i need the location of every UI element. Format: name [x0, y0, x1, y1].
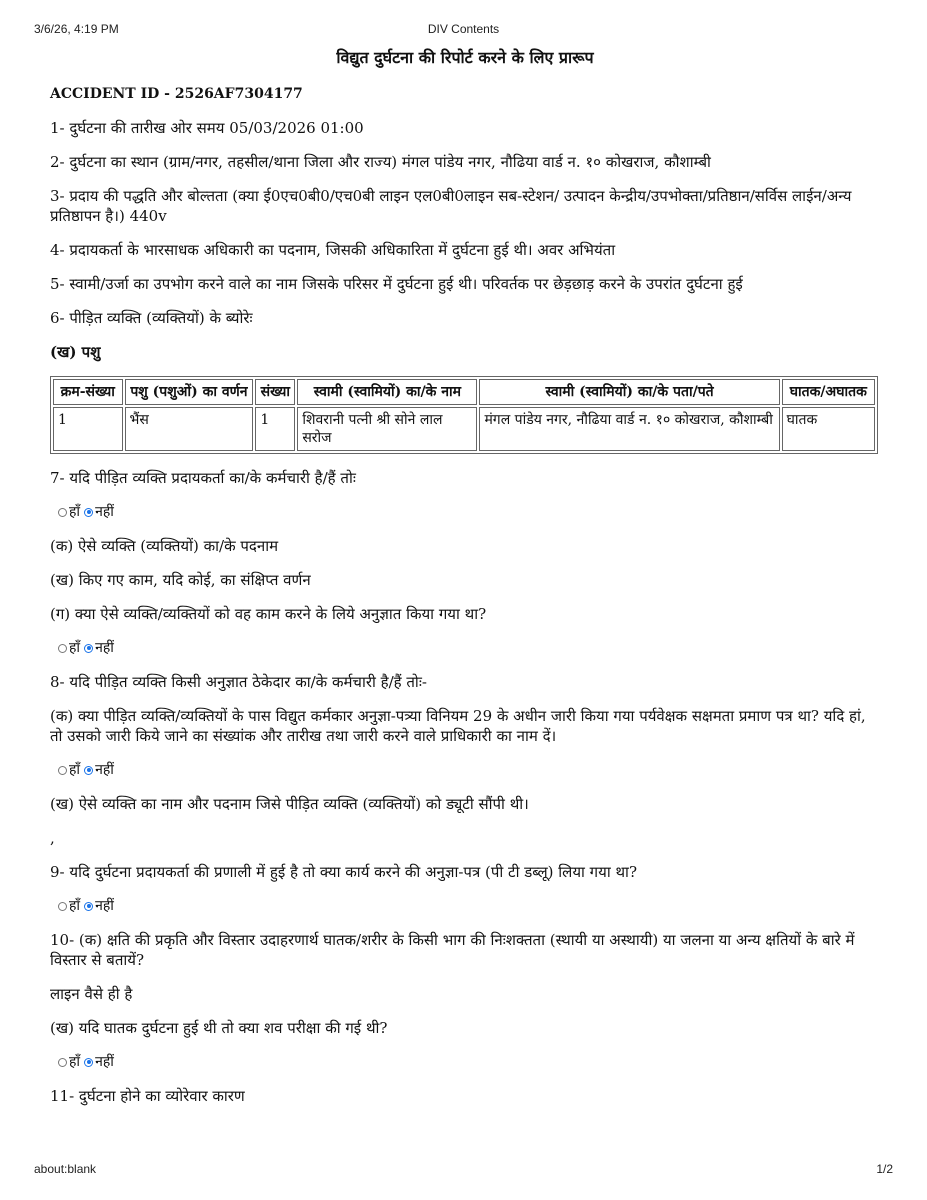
q11-detailed-cause: 11- दुर्घटना होने का व्योरेवार कारण	[50, 1087, 245, 1105]
col-owner-name: स्वामी (स्वामियों) का/के नाम	[297, 379, 477, 405]
q7a-designation: (क) ऐसे व्यक्ति (व्यक्तियों) का/के पदनाम	[50, 537, 279, 555]
q10b-postmortem: (ख) यदि घातक दुर्घटना हुई थी तो क्या शव परीक्षा की गई थी?	[50, 1019, 388, 1037]
q7-yes-label: हाँ	[69, 504, 81, 520]
col-fatal: घातक/अघातक	[782, 379, 875, 405]
q9-no-radio[interactable]	[84, 902, 93, 911]
q9-ptw-taken: 9- यदि दुर्घटना प्रदायकर्ता की प्रणाली में हुई है तो क्या कार्य करने की अनुज्ञा-पत्र (पी टी डब्लू) लिया गया था?	[50, 863, 637, 881]
page-title: विद्युत दुर्घटना की रिपोर्ट करने के लिए प्रारूप	[336, 48, 594, 67]
q7-no-radio[interactable]	[84, 508, 93, 517]
col-count: संख्या	[255, 379, 295, 405]
q1-date-time: 1- दुर्घटना की तारीख ओर समय 05/03/2026 01:00	[50, 119, 364, 137]
q7-yes-radio[interactable]	[58, 508, 67, 517]
q8a-yes-radio[interactable]	[58, 766, 67, 775]
cell-owner-name: शिवरानी पत्नी श्री सोने लाल सरोज	[297, 407, 477, 451]
q10b-no-label: नहीं	[95, 1054, 114, 1070]
q9-yes-radio[interactable]	[58, 902, 67, 911]
q8a-no-label: नहीं	[95, 762, 114, 778]
q3-supply-system: 3- प्रदाय की पद्धति और बोल्तता (क्या ई0एच0बी0/एच0बी लाइन एल0बी0लाइन सब-स्टेशन/ उत्पादन केन्द्रीय/उपभोक्ता/प्रतिष्ठान/सर्विस लाईन/अन्य प्रतिष्ठापन है।) 440v	[50, 187, 852, 225]
q7b-work-description: (ख) किए गए काम, यदि कोई, का संक्षिप्त वर्णन	[50, 571, 311, 589]
q7-radio-group	[58, 502, 880, 522]
cell-animal-desc: भैंस	[125, 407, 254, 451]
print-datetime: 3/6/26, 4:19 PM	[34, 22, 119, 36]
q7c-no-radio[interactable]	[84, 644, 93, 653]
col-owner-address: स्वामी (स्वामियों) का/के पता/पते	[479, 379, 779, 405]
report-form	[50, 48, 880, 1120]
q7c-yes-label: हाँ	[69, 640, 81, 656]
q7c-yes-radio[interactable]	[58, 644, 67, 653]
cell-fatal: घातक	[782, 407, 875, 451]
q9-radio-group	[58, 896, 880, 916]
q5-owner-name: 5- स्वामी/उर्जा का उपभोग करने वाले का नाम जिसके परिसर में दुर्घटना हुई थी। परिवर्तक पर छेड़छाड़ करने के उपरांत दुर्घटना हुई	[50, 275, 743, 293]
q10b-no-radio[interactable]	[84, 1058, 93, 1067]
col-serial: क्रम-संख्या	[53, 379, 123, 405]
q8a-permit-certificate: (क) क्या पीड़ित व्यक्ति/व्यक्तियों के पास विद्युत कर्मकार अनुज्ञा-पत्र्या विनियम 29 के अधीन जारी किया गया पर्यवेक्षक सक्षमता प्रमाण पत्र था? यदि हां, तो उसको जारी किये जाने का संख्यांक और तारीख तथा जारी करने वाले प्राधिकारी का नाम दें।	[50, 707, 866, 745]
q8b-duty-assigner: (ख) ऐसे व्यक्ति का नाम और पदनाम जिसे पीड़ित व्यक्ति (व्यक्तियों) को ड्यूटी सौंपी थी।	[50, 795, 529, 813]
q10a-injury-nature: 10- (क) क्षति की प्रकृति और विस्तार उदाहरणार्थ घातक/शरीर के किसी भाग की निःशक्तता (स्थायी या अस्थायी) या जलना या अन्य क्षतियों के बारे में विस्तार से बतायें?	[50, 931, 855, 969]
print-page-title: DIV Contents	[427, 22, 500, 36]
q2-location: 2- दुर्घटना का स्थान (ग्राम/नगर, तहसील/थाना जिला और राज्य) मंगल पांडेय नगर, नौढिया वार्ड न. १० कोखराज, कौशाम्बी	[50, 153, 711, 171]
q10a-answer: लाइन वैसे ही है	[50, 985, 133, 1003]
q6-animal-subhead: (ख) पशु	[50, 343, 101, 361]
q6-victim-details: 6- पीड़ित व्यक्ति (व्यक्तियों) के ब्योरेः	[50, 309, 253, 327]
cell-count: 1	[255, 407, 295, 451]
cell-serial: 1	[53, 407, 123, 451]
q8a-yes-label: हाँ	[69, 762, 81, 778]
q8a-no-radio[interactable]	[84, 766, 93, 775]
cell-owner-address: मंगल पांडेय नगर, नौढिया वार्ड न. १० कोखराज, कौशाम्बी	[479, 407, 779, 451]
q10b-yes-label: हाँ	[69, 1054, 81, 1070]
table-header-row	[53, 379, 875, 405]
q7c-work-permitted: (ग) क्या ऐसे व्यक्ति/व्यक्तियों को वह काम करने के लिये अनुज्ञात किया गया था?	[50, 605, 487, 623]
q8-contractor-employee: 8- यदि पीड़ित व्यक्ति किसी अनुज्ञात ठेकेदार का/के कर्मचारी है/हैं तोः-	[50, 673, 427, 691]
q9-yes-label: हाँ	[69, 898, 81, 914]
table-row	[53, 407, 875, 451]
q7c-radio-group	[58, 638, 880, 658]
print-page-number: 1/2	[876, 1162, 893, 1176]
print-url: about:blank	[34, 1162, 97, 1176]
q10b-yes-radio[interactable]	[58, 1058, 67, 1067]
q7-supplier-employee: 7- यदि पीड़ित व्यक्ति प्रदायकर्ता का/के कर्मचारी है/हैं तोः	[50, 469, 356, 487]
col-animal-desc: पशु (पशुओं) का वर्णन	[125, 379, 254, 405]
animal-table	[50, 376, 878, 454]
q7c-no-label: नहीं	[95, 640, 114, 656]
print-header	[0, 22, 927, 38]
q8b-answer: ,	[50, 829, 55, 847]
accident-id: ACCIDENT ID - 2526AF7304177	[50, 86, 303, 102]
q9-no-label: नहीं	[95, 898, 114, 914]
q10b-radio-group	[58, 1052, 880, 1072]
q7-no-label: नहीं	[95, 504, 114, 520]
q8a-radio-group	[58, 760, 880, 780]
print-footer	[0, 1162, 927, 1178]
q4-officer-designation: 4- प्रदायकर्ता के भारसाधक अधिकारी का पदनाम, जिसकी अधिकारिता में दुर्घटना हुई थी। अवर अभियंता	[50, 241, 616, 259]
